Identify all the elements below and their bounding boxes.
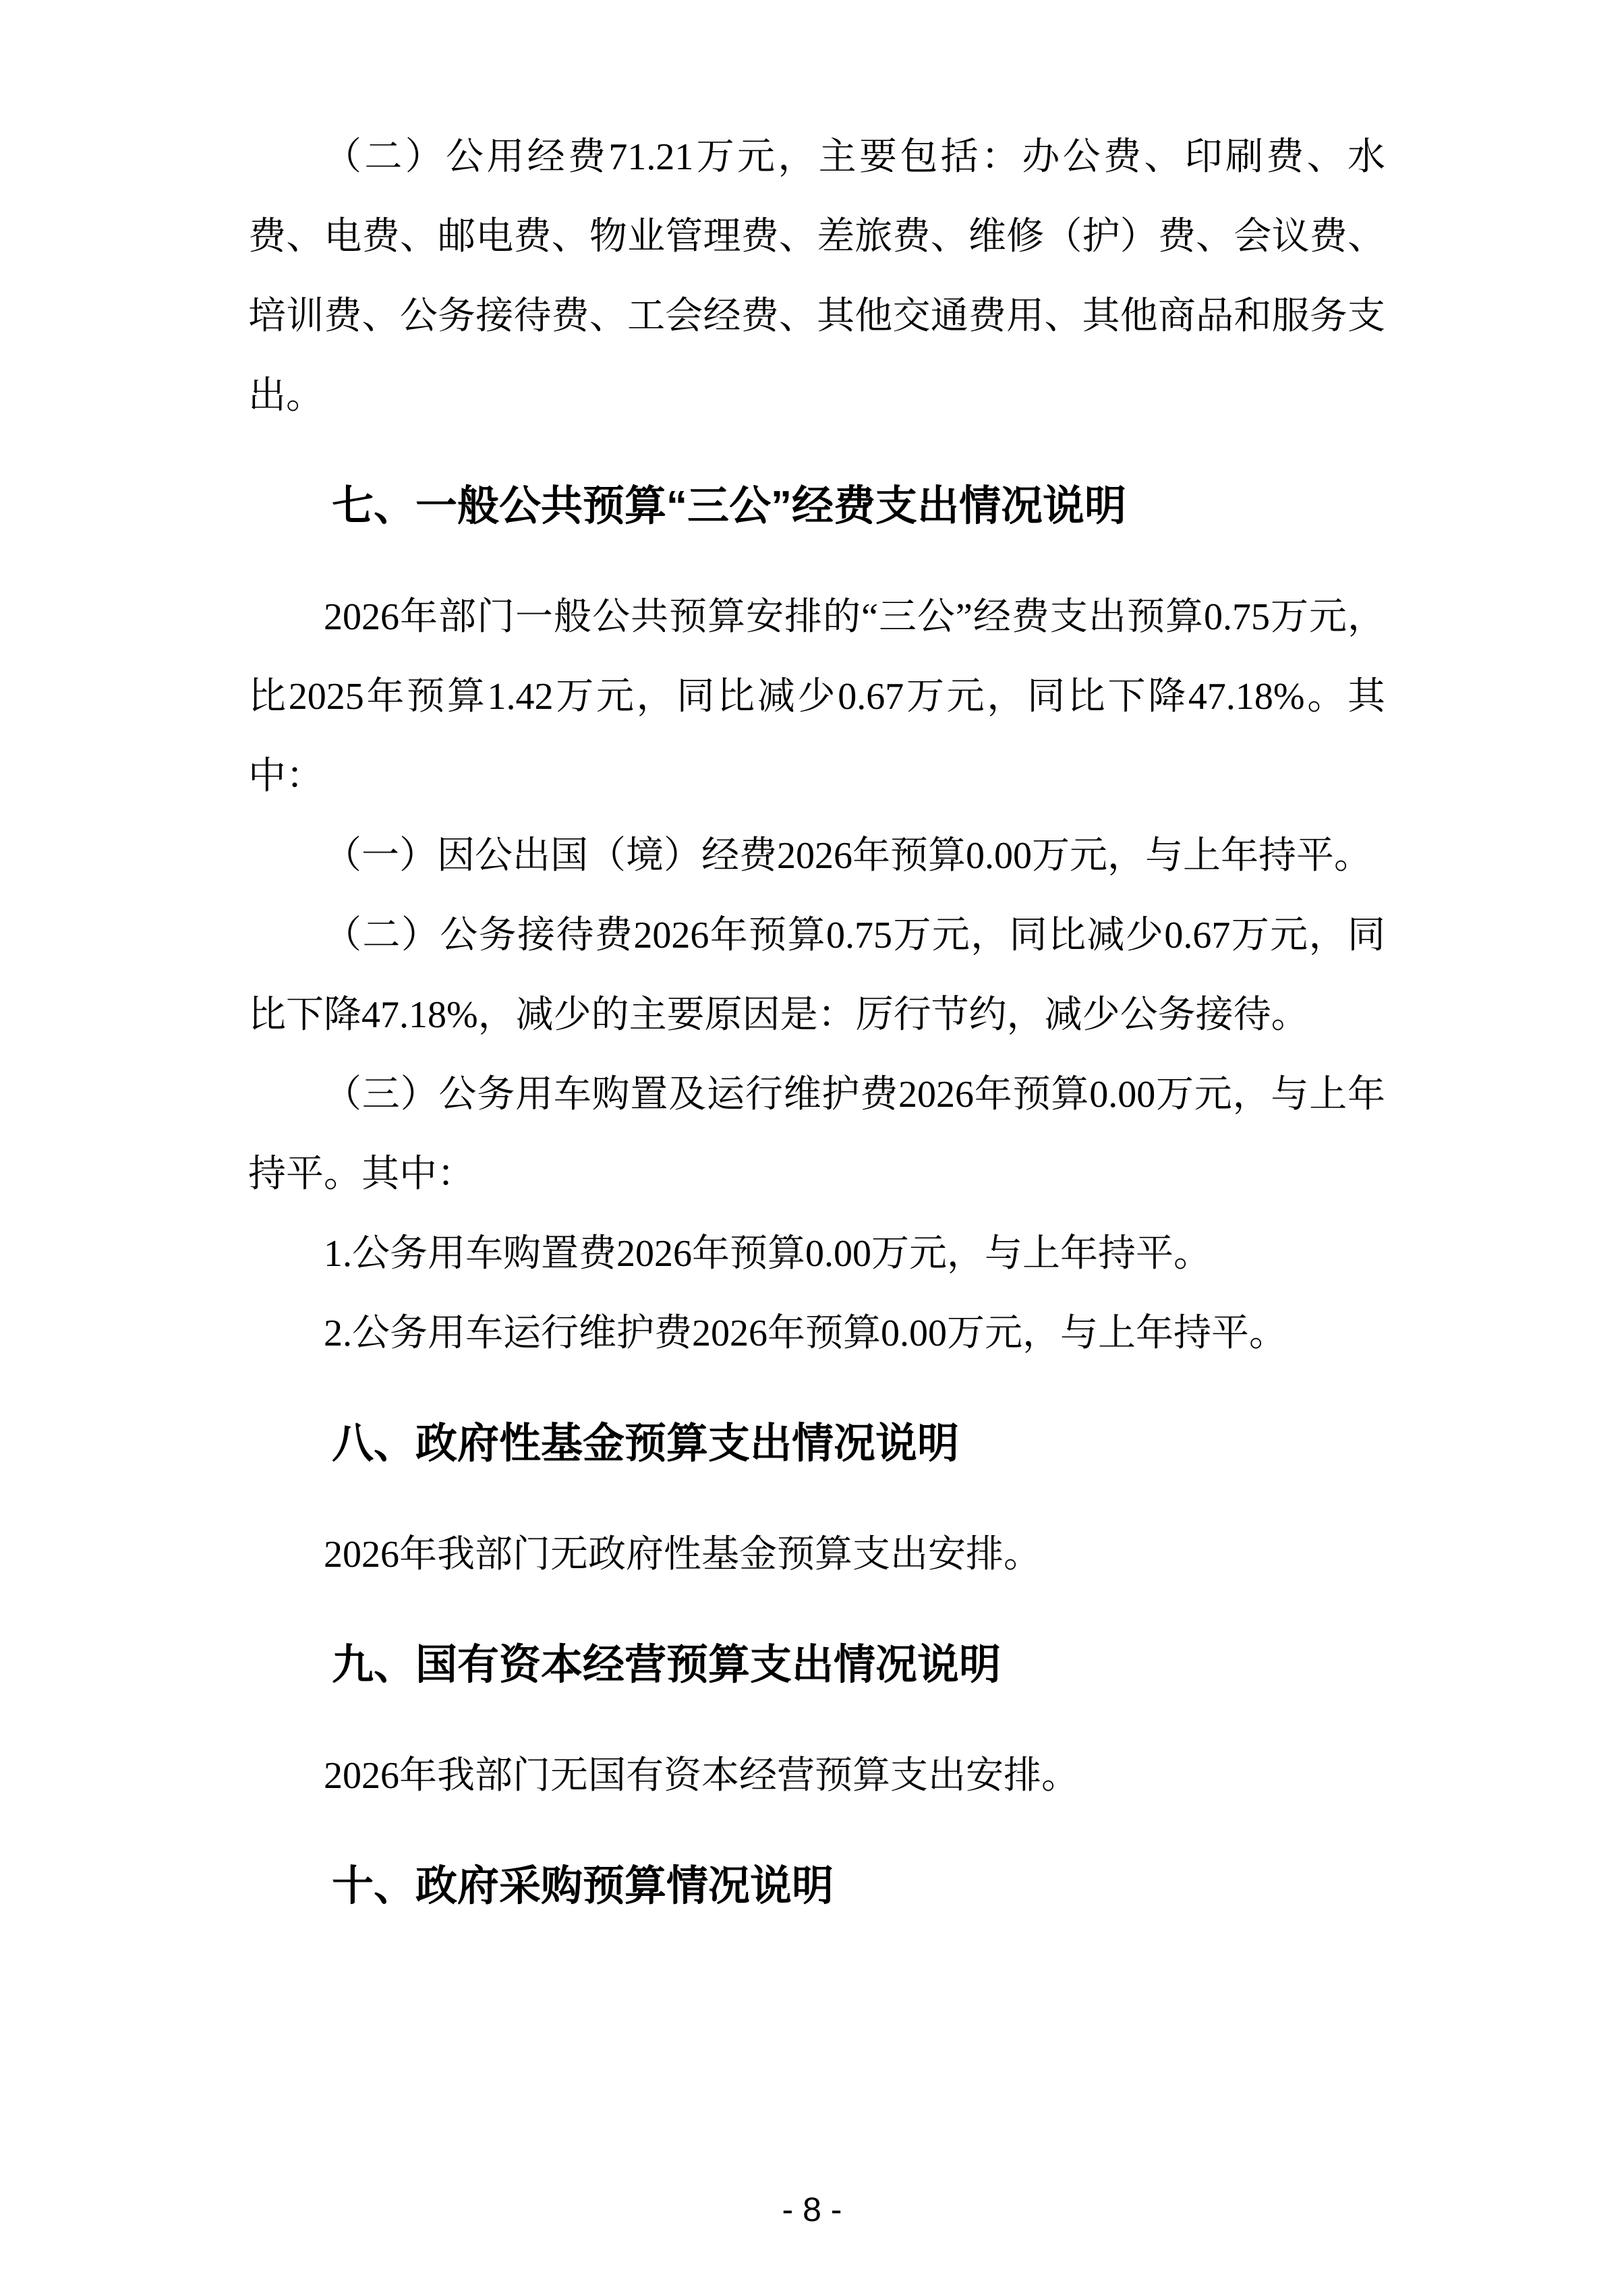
body-paragraph: （一）因公出国（境）经费2026年预算0.00万元，与上年持平。 — [324, 835, 1372, 877]
section-heading: 十、政府采购预算情况说明 — [332, 1863, 834, 1909]
body-paragraph: 2026年我部门无国有资本经营预算支出安排。 — [324, 1755, 1079, 1797]
document-body — [248, 117, 1385, 1957]
page-footer — [0, 2189, 1624, 2230]
body-paragraph: （三）公务用车购置及运行维护费2026年预算0.00万元，与上年持平。其中： — [248, 1074, 1385, 1195]
body-paragraph: （二）公用经费71.21万元，主要包括：办公费、印刷费、水费、电费、邮电费、物业管理费、差旅费、维修（护）费、会议费、培训费、公务接待费、工会经费、其他交通费用、其他商品和服务支出。 — [248, 136, 1385, 417]
section-heading: 八、政府性基金预算支出情况说明 — [332, 1420, 960, 1467]
section-heading: 七、一般公共预算“三公”经费支出情况说明 — [332, 483, 1127, 529]
body-paragraph: 1.公务用车购置费2026年预算0.00万元，与上年持平。 — [324, 1233, 1211, 1275]
body-paragraph: （二）公务接待费2026年预算0.75万元，同比减少0.67万元，同比下降47.18%，减少的主要原因是：厉行节约，减少公务接待。 — [248, 915, 1385, 1036]
body-paragraph: 2.公务用车运行维护费2026年预算0.00万元，与上年持平。 — [324, 1313, 1287, 1354]
body-paragraph: 2026年我部门无政府性基金预算支出安排。 — [324, 1534, 1041, 1576]
section-heading: 九、国有资本经营预算支出情况说明 — [332, 1642, 1002, 1688]
page-number: - 8 - — [782, 2191, 842, 2228]
body-paragraph: 2026年部门一般公共预算安排的“三公”经费支出预算0.75万元，比2025年预算1.42万元，同比减少0.67万元，同比下降47.18%。其中： — [248, 596, 1385, 797]
